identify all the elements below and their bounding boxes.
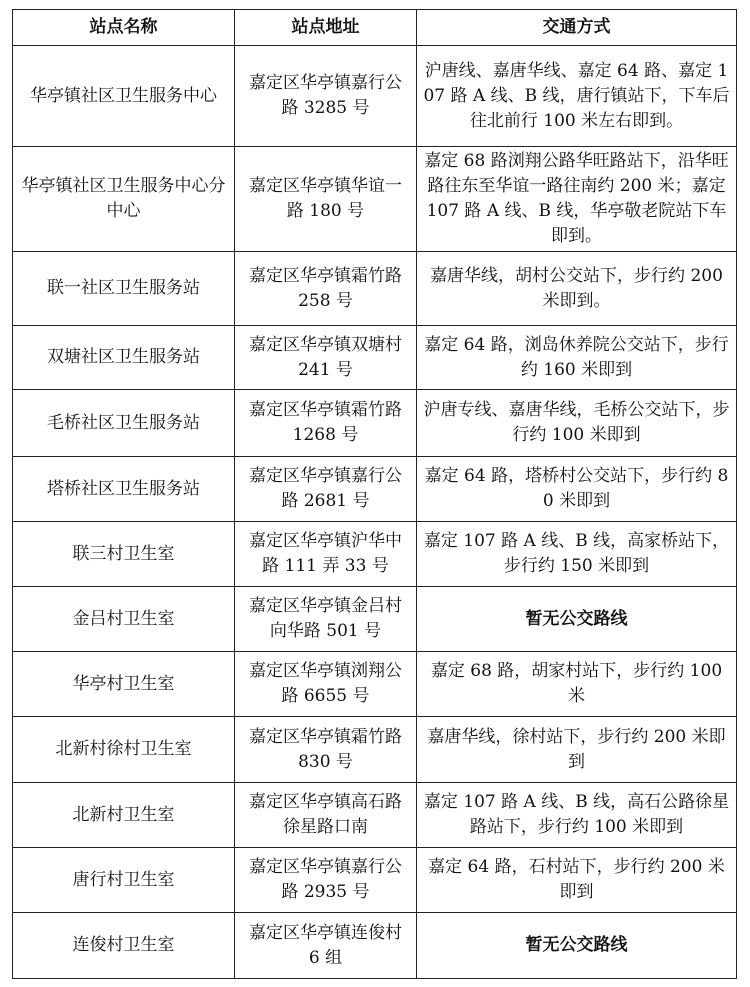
table-row — [13, 587, 737, 652]
station-name: 华亭镇社区卫生服务中心 — [13, 46, 235, 147]
header-transport: 交通方式 — [417, 10, 737, 46]
station-name: 联一社区卫生服务站 — [13, 252, 235, 326]
station-table — [12, 9, 737, 979]
station-name: 金吕村卫生室 — [13, 587, 235, 652]
table-row — [13, 457, 737, 522]
transport-info: 嘉定 68 路浏翔公路华旺路站下，沿华旺路往东至华谊一路往南约 200 米；嘉定 107 路 A 线、B 线，华亭敬老院站下车即到。 — [417, 147, 737, 252]
table-row — [13, 717, 737, 783]
table-row — [13, 46, 737, 147]
transport-info: 嘉定 107 路 A 线、B 线，高家桥站下，步行约 150 米即到 — [417, 522, 737, 587]
table-row — [13, 147, 737, 252]
station-address: 嘉定区华亭镇双塘村 241 号 — [235, 326, 417, 390]
transport-info: 嘉唐华线，徐村站下，步行约 200 米即到 — [417, 717, 737, 783]
table-row — [13, 326, 737, 390]
table-row — [13, 848, 737, 913]
station-name: 华亭村卫生室 — [13, 652, 235, 717]
transport-info: 嘉定 64 路，石村站下，步行约 200 米即到 — [417, 848, 737, 913]
station-name: 连俊村卫生室 — [13, 913, 235, 979]
header-station-address: 站点地址 — [235, 10, 417, 46]
table-row — [13, 390, 737, 457]
station-address: 嘉定区华亭镇嘉行公路 2935 号 — [235, 848, 417, 913]
station-address: 嘉定区华亭镇嘉行公路 2681 号 — [235, 457, 417, 522]
table-row — [13, 652, 737, 717]
station-name: 联三村卫生室 — [13, 522, 235, 587]
transport-info: 嘉定 107 路 A 线、B 线，高石公路徐星路站下，步行约 100 米即到 — [417, 783, 737, 848]
station-address: 嘉定区华亭镇霜竹路 830 号 — [235, 717, 417, 783]
station-address: 嘉定区华亭镇霜竹路 258 号 — [235, 252, 417, 326]
transport-info: 暂无公交路线 — [417, 913, 737, 979]
station-address: 嘉定区华亭镇金吕村向华路 501 号 — [235, 587, 417, 652]
station-address: 嘉定区华亭镇嘉行公路 3285 号 — [235, 46, 417, 147]
transport-info: 沪唐专线、嘉唐华线，毛桥公交站下，步行约 100 米即到 — [417, 390, 737, 457]
station-address: 嘉定区华亭镇高石路徐星路口南 — [235, 783, 417, 848]
transport-info: 暂无公交路线 — [417, 587, 737, 652]
station-name: 北新村徐村卫生室 — [13, 717, 235, 783]
header-station-name: 站点名称 — [13, 10, 235, 46]
table-row — [13, 913, 737, 979]
station-name: 北新村卫生室 — [13, 783, 235, 848]
station-address: 嘉定区华亭镇霜竹路 1268 号 — [235, 390, 417, 457]
header-row — [13, 10, 737, 46]
station-name: 双塘社区卫生服务站 — [13, 326, 235, 390]
transport-info: 嘉定 64 路，塔桥村公交站下，步行约 80 米即到 — [417, 457, 737, 522]
table-row — [13, 522, 737, 587]
station-address: 嘉定区华亭镇连俊村 6 组 — [235, 913, 417, 979]
table-row — [13, 252, 737, 326]
station-name: 毛桥社区卫生服务站 — [13, 390, 235, 457]
station-name: 塔桥社区卫生服务站 — [13, 457, 235, 522]
station-address: 嘉定区华亭镇浏翔公路 6655 号 — [235, 652, 417, 717]
table-row — [13, 783, 737, 848]
station-name: 华亭镇社区卫生服务中心分中心 — [13, 147, 235, 252]
station-address: 嘉定区华亭镇华谊一路 180 号 — [235, 147, 417, 252]
transport-info: 嘉唐华线，胡村公交站下，步行约 200 米即到。 — [417, 252, 737, 326]
station-address: 嘉定区华亭镇沪华中路 111 弄 33 号 — [235, 522, 417, 587]
transport-info: 嘉定 64 路，浏岛休养院公交站下，步行约 160 米即到 — [417, 326, 737, 390]
transport-info: 沪唐线、嘉唐华线、嘉定 64 路、嘉定 107 路 A 线、B 线，唐行镇站下，下车后往北前行 100 米左右即到。 — [417, 46, 737, 147]
transport-info: 嘉定 68 路，胡家村站下，步行约 100 米 — [417, 652, 737, 717]
station-name: 唐行村卫生室 — [13, 848, 235, 913]
